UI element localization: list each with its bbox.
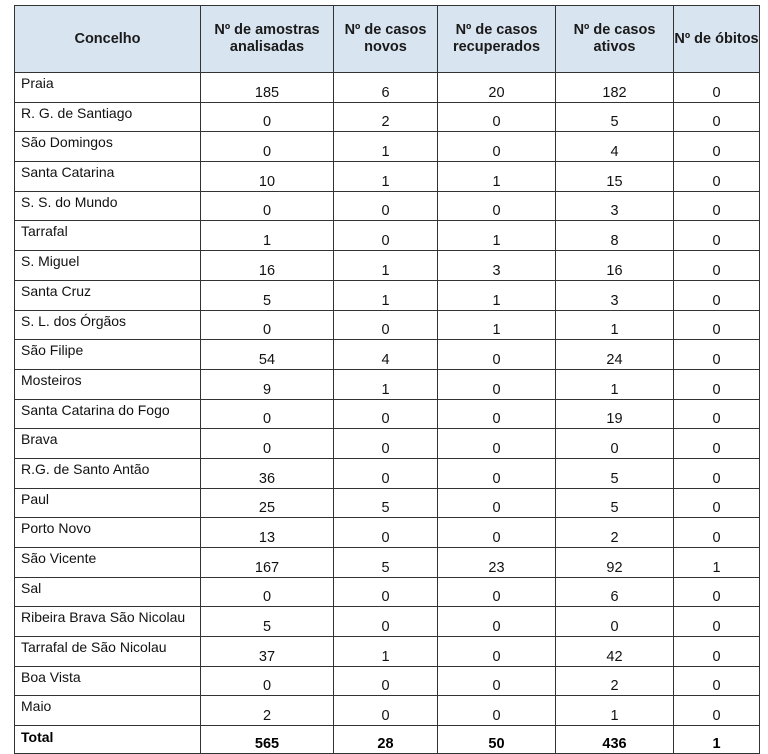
cell-obitos: 0 xyxy=(674,577,760,607)
table-row xyxy=(15,73,760,103)
cell-recuperados: 0 xyxy=(438,191,556,221)
cell-novos: 0 xyxy=(334,666,438,696)
cell-concelho: São Domingos xyxy=(15,132,201,162)
cell-recuperados: 0 xyxy=(438,488,556,518)
cell-recuperados: 1 xyxy=(438,310,556,340)
table-row xyxy=(15,340,760,370)
cell-amostras: 16 xyxy=(201,251,334,281)
cell-ativos: 5 xyxy=(556,102,674,132)
cell-amostras: 167 xyxy=(201,548,334,578)
cell-novos: 6 xyxy=(334,73,438,103)
table-row xyxy=(15,399,760,429)
cell-recuperados: 0 xyxy=(438,102,556,132)
total-recuperados: 50 xyxy=(438,726,556,754)
cell-amostras: 10 xyxy=(201,162,334,192)
cell-ativos: 0 xyxy=(556,607,674,637)
header-obitos: Nº de óbitos xyxy=(674,6,760,73)
cell-obitos: 0 xyxy=(674,251,760,281)
total-obitos: 1 xyxy=(674,726,760,754)
cell-concelho: Sal xyxy=(15,577,201,607)
cell-ativos: 15 xyxy=(556,162,674,192)
cell-concelho: Mosteiros xyxy=(15,369,201,399)
header-novos: Nº de casos novos xyxy=(334,6,438,73)
table-row xyxy=(15,637,760,667)
cell-concelho: R. G. de Santiago xyxy=(15,102,201,132)
cell-obitos: 0 xyxy=(674,637,760,667)
cell-amostras: 5 xyxy=(201,607,334,637)
total-novos: 28 xyxy=(334,726,438,754)
cell-obitos: 0 xyxy=(674,518,760,548)
total-ativos: 436 xyxy=(556,726,674,754)
cell-ativos: 3 xyxy=(556,280,674,310)
cell-ativos: 0 xyxy=(556,429,674,459)
cell-recuperados: 3 xyxy=(438,251,556,281)
table-row xyxy=(15,696,760,726)
cell-concelho: Santa Cruz xyxy=(15,280,201,310)
total-label: Total xyxy=(15,726,201,754)
cell-concelho: Santa Catarina do Fogo xyxy=(15,399,201,429)
cell-obitos: 0 xyxy=(674,696,760,726)
cell-concelho: Ribeira Brava São Nicolau xyxy=(15,607,201,637)
cell-recuperados: 0 xyxy=(438,458,556,488)
table-row xyxy=(15,548,760,578)
cell-obitos: 0 xyxy=(674,458,760,488)
total-amostras: 565 xyxy=(201,726,334,754)
table-row xyxy=(15,132,760,162)
cell-obitos: 0 xyxy=(674,132,760,162)
cell-amostras: 5 xyxy=(201,280,334,310)
cell-novos: 0 xyxy=(334,696,438,726)
table-body xyxy=(15,73,760,726)
cell-ativos: 19 xyxy=(556,399,674,429)
cell-obitos: 0 xyxy=(674,399,760,429)
cell-novos: 1 xyxy=(334,162,438,192)
cell-concelho: Boa Vista xyxy=(15,666,201,696)
header-amostras: Nº de amostras analisadas xyxy=(201,6,334,73)
cell-recuperados: 0 xyxy=(438,399,556,429)
table-row xyxy=(15,429,760,459)
table-row xyxy=(15,162,760,192)
cell-novos: 0 xyxy=(334,429,438,459)
cell-recuperados: 0 xyxy=(438,666,556,696)
cell-obitos: 0 xyxy=(674,607,760,637)
table-row xyxy=(15,280,760,310)
cell-obitos: 0 xyxy=(674,429,760,459)
cell-concelho: S. S. do Mundo xyxy=(15,191,201,221)
cell-amostras: 36 xyxy=(201,458,334,488)
cell-ativos: 1 xyxy=(556,696,674,726)
cell-novos: 0 xyxy=(334,607,438,637)
table-header xyxy=(15,6,760,73)
cell-obitos: 1 xyxy=(674,548,760,578)
cell-amostras: 0 xyxy=(201,310,334,340)
cell-amostras: 9 xyxy=(201,369,334,399)
cell-obitos: 0 xyxy=(674,73,760,103)
cell-recuperados: 0 xyxy=(438,132,556,162)
cell-concelho: Praia xyxy=(15,73,201,103)
table-row xyxy=(15,518,760,548)
cell-concelho: Maio xyxy=(15,696,201,726)
cell-obitos: 0 xyxy=(674,666,760,696)
cell-obitos: 0 xyxy=(674,102,760,132)
total-row xyxy=(15,726,760,754)
cell-novos: 1 xyxy=(334,637,438,667)
table-row xyxy=(15,607,760,637)
cell-concelho: Paul xyxy=(15,488,201,518)
cell-amostras: 0 xyxy=(201,132,334,162)
cell-novos: 0 xyxy=(334,458,438,488)
cell-obitos: 0 xyxy=(674,340,760,370)
cell-recuperados: 0 xyxy=(438,577,556,607)
cell-ativos: 1 xyxy=(556,369,674,399)
cell-recuperados: 0 xyxy=(438,340,556,370)
cell-obitos: 0 xyxy=(674,369,760,399)
cell-concelho: S. L. dos Órgãos xyxy=(15,310,201,340)
cell-obitos: 0 xyxy=(674,191,760,221)
cell-recuperados: 1 xyxy=(438,280,556,310)
table-row xyxy=(15,458,760,488)
cell-obitos: 0 xyxy=(674,310,760,340)
table-row xyxy=(15,488,760,518)
cell-novos: 1 xyxy=(334,251,438,281)
cell-recuperados: 0 xyxy=(438,429,556,459)
cell-concelho: Brava xyxy=(15,429,201,459)
cell-novos: 0 xyxy=(334,399,438,429)
table-row xyxy=(15,221,760,251)
cell-recuperados: 0 xyxy=(438,518,556,548)
header-ativos: Nº de casos ativos xyxy=(556,6,674,73)
cell-novos: 0 xyxy=(334,577,438,607)
cell-ativos: 5 xyxy=(556,488,674,518)
covid-cases-table xyxy=(14,5,760,754)
table-row xyxy=(15,310,760,340)
cell-ativos: 3 xyxy=(556,191,674,221)
cell-concelho: S. Miguel xyxy=(15,251,201,281)
cell-novos: 1 xyxy=(334,280,438,310)
cell-concelho: Santa Catarina xyxy=(15,162,201,192)
cell-obitos: 0 xyxy=(674,221,760,251)
cell-ativos: 2 xyxy=(556,518,674,548)
cell-novos: 0 xyxy=(334,518,438,548)
cell-ativos: 4 xyxy=(556,132,674,162)
cell-novos: 2 xyxy=(334,102,438,132)
cell-obitos: 0 xyxy=(674,488,760,518)
cell-recuperados: 0 xyxy=(438,369,556,399)
cell-novos: 5 xyxy=(334,488,438,518)
cell-amostras: 0 xyxy=(201,577,334,607)
cell-amostras: 0 xyxy=(201,191,334,221)
cell-concelho: Porto Novo xyxy=(15,518,201,548)
cell-concelho: Tarrafal de São Nicolau xyxy=(15,637,201,667)
cell-obitos: 0 xyxy=(674,162,760,192)
cell-recuperados: 0 xyxy=(438,637,556,667)
cell-amostras: 0 xyxy=(201,666,334,696)
table-row xyxy=(15,251,760,281)
table-row xyxy=(15,666,760,696)
cell-recuperados: 20 xyxy=(438,73,556,103)
cell-novos: 4 xyxy=(334,340,438,370)
cell-novos: 0 xyxy=(334,191,438,221)
cell-ativos: 2 xyxy=(556,666,674,696)
cell-amostras: 2 xyxy=(201,696,334,726)
cell-amostras: 0 xyxy=(201,102,334,132)
cell-ativos: 92 xyxy=(556,548,674,578)
cell-recuperados: 1 xyxy=(438,221,556,251)
header-recuperados: Nº de casos recuperados xyxy=(438,6,556,73)
table-row xyxy=(15,577,760,607)
cell-concelho: R.G. de Santo Antão xyxy=(15,458,201,488)
cell-amostras: 0 xyxy=(201,399,334,429)
cell-recuperados: 0 xyxy=(438,607,556,637)
cell-amostras: 0 xyxy=(201,429,334,459)
cell-novos: 1 xyxy=(334,369,438,399)
cell-amostras: 25 xyxy=(201,488,334,518)
cell-amostras: 13 xyxy=(201,518,334,548)
cell-novos: 0 xyxy=(334,310,438,340)
table-row xyxy=(15,102,760,132)
cell-amostras: 185 xyxy=(201,73,334,103)
cell-ativos: 16 xyxy=(556,251,674,281)
cell-ativos: 6 xyxy=(556,577,674,607)
cell-recuperados: 0 xyxy=(438,696,556,726)
cell-novos: 1 xyxy=(334,132,438,162)
cell-concelho: Tarrafal xyxy=(15,221,201,251)
cell-concelho: São Filipe xyxy=(15,340,201,370)
cell-ativos: 8 xyxy=(556,221,674,251)
cell-ativos: 1 xyxy=(556,310,674,340)
header-concelho: Concelho xyxy=(15,6,201,73)
cell-recuperados: 23 xyxy=(438,548,556,578)
cell-ativos: 182 xyxy=(556,73,674,103)
cell-ativos: 24 xyxy=(556,340,674,370)
table-footer xyxy=(15,726,760,754)
cell-amostras: 54 xyxy=(201,340,334,370)
table-row xyxy=(15,191,760,221)
cell-recuperados: 1 xyxy=(438,162,556,192)
cell-ativos: 5 xyxy=(556,458,674,488)
cell-novos: 0 xyxy=(334,221,438,251)
cell-obitos: 0 xyxy=(674,280,760,310)
cell-amostras: 1 xyxy=(201,221,334,251)
cell-concelho: São Vicente xyxy=(15,548,201,578)
cell-ativos: 42 xyxy=(556,637,674,667)
table-row xyxy=(15,369,760,399)
cell-novos: 5 xyxy=(334,548,438,578)
cell-amostras: 37 xyxy=(201,637,334,667)
